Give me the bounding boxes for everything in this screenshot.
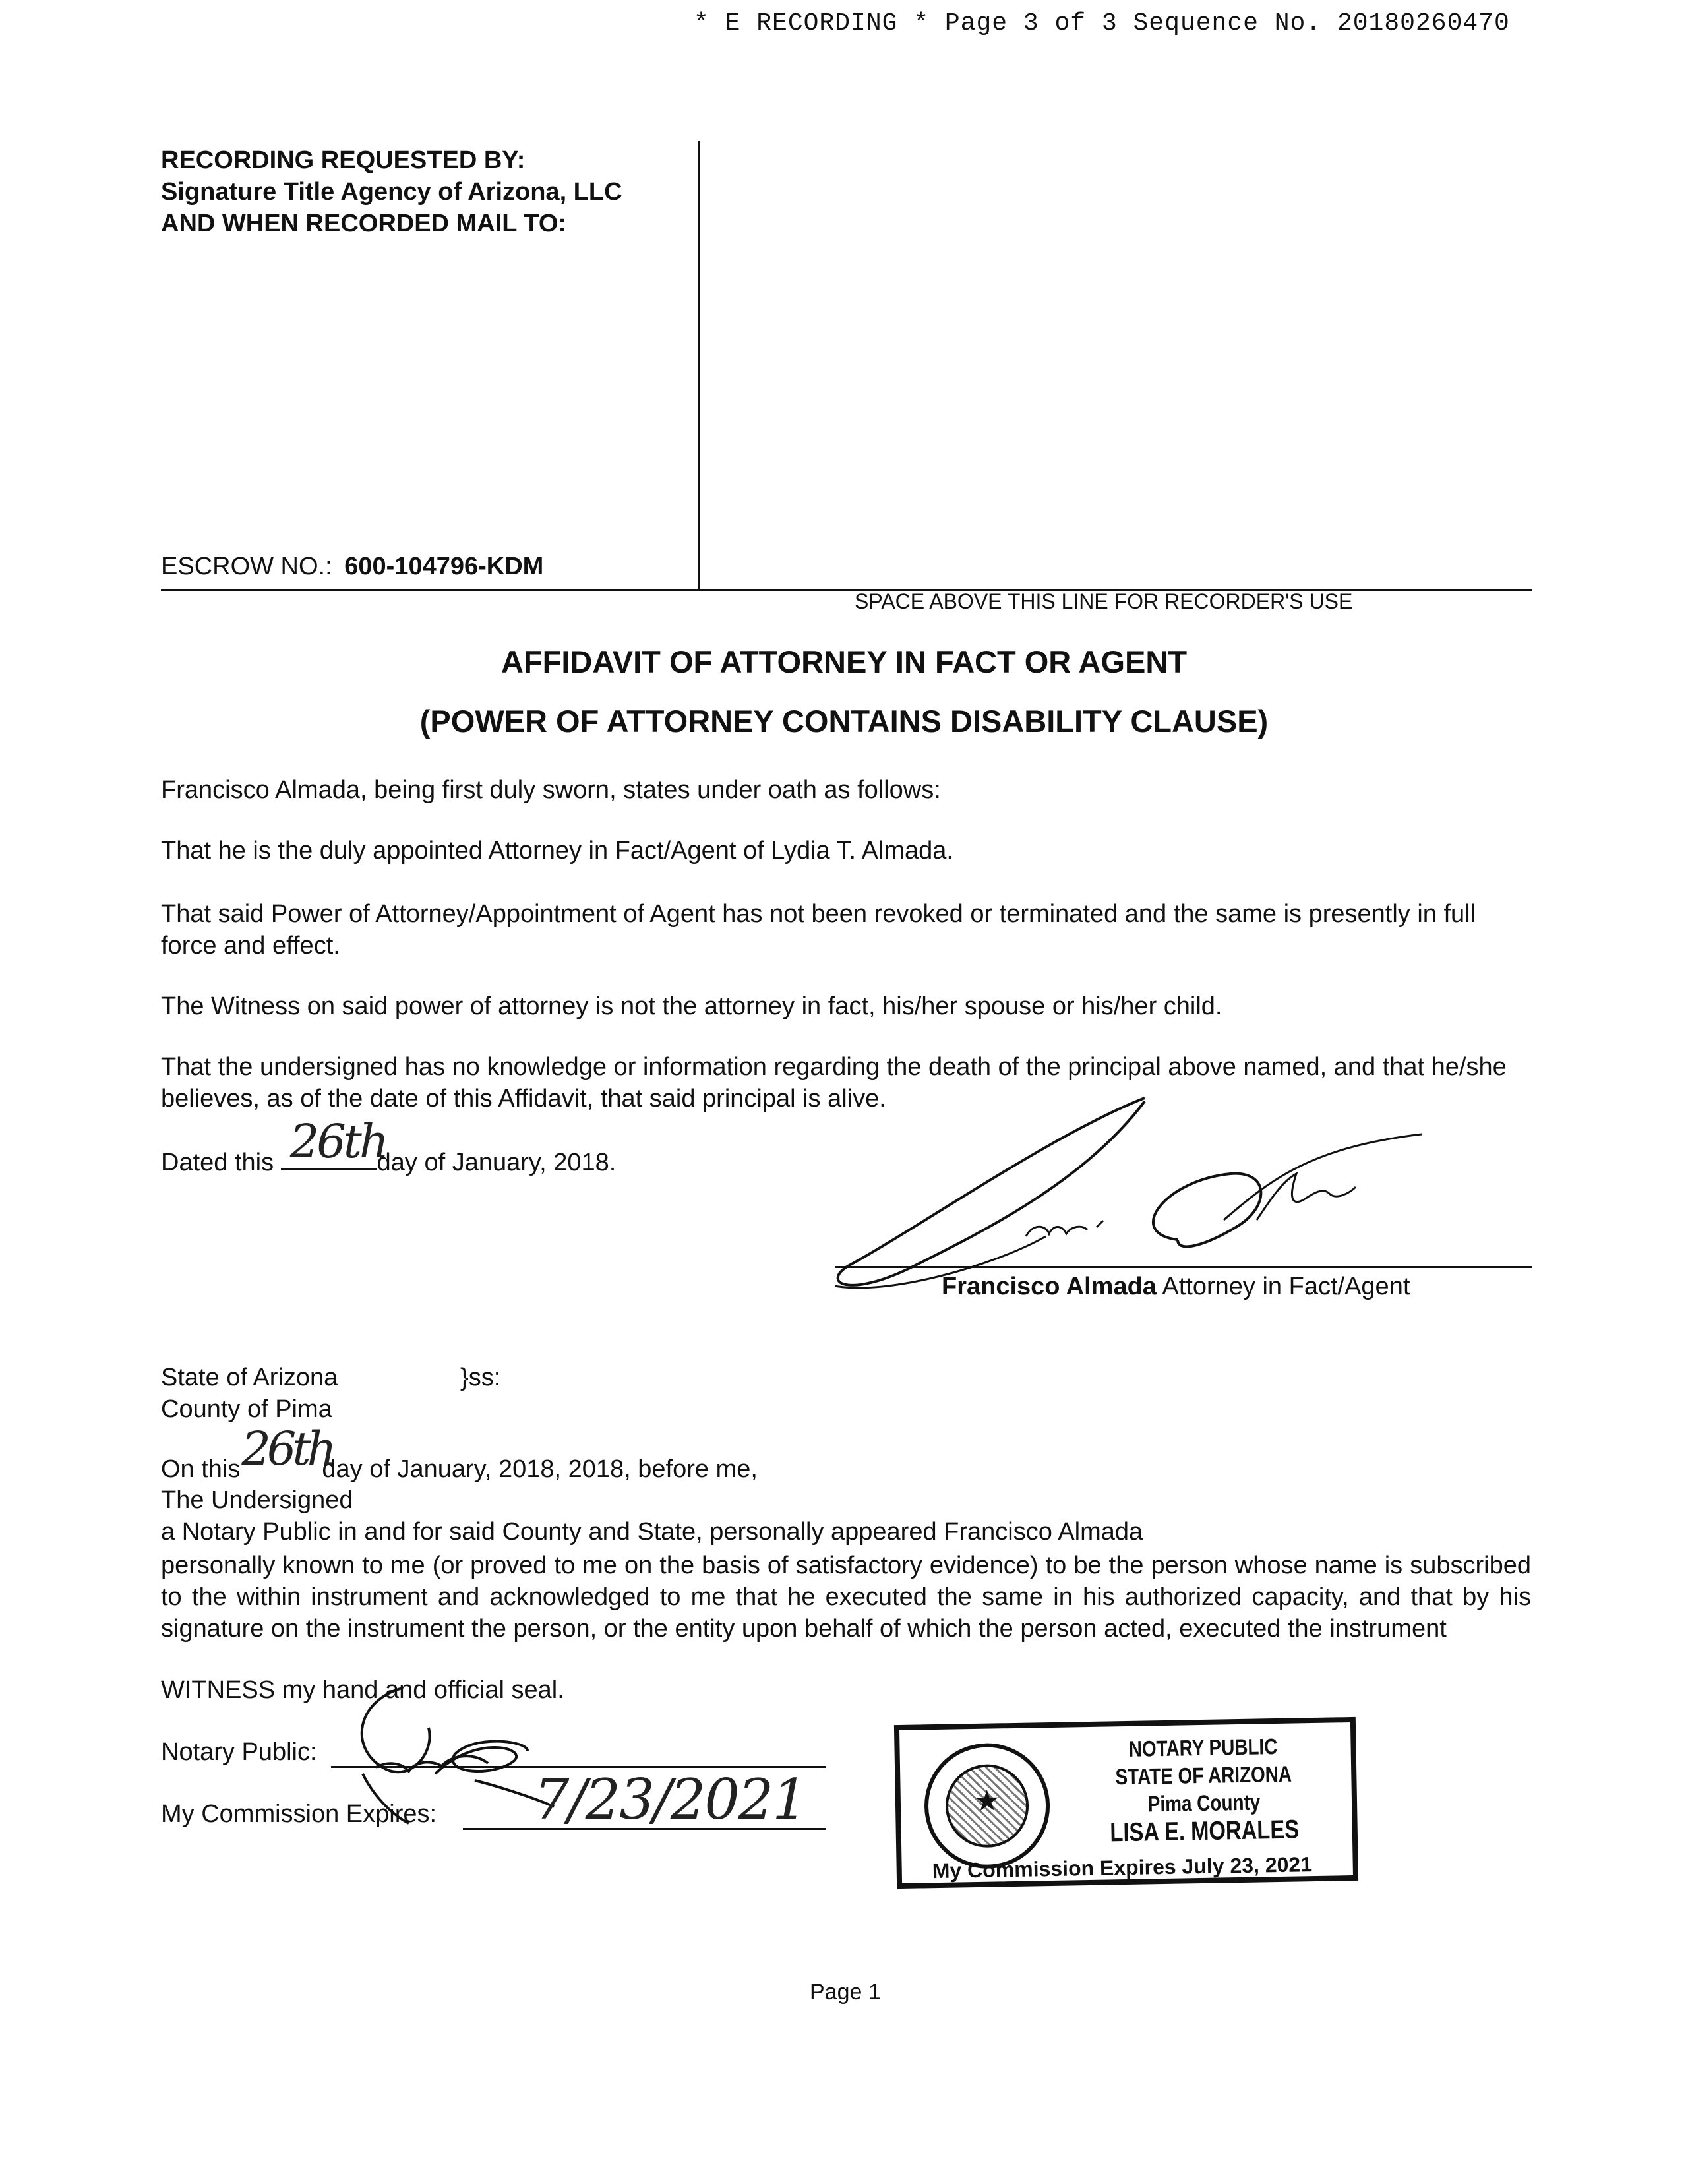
affidavit-paragraph-3: That said Power of Attorney/Appointment of Agent has not been revoked or terminated and the same is presently in full force and effect. — [161, 900, 1476, 959]
notary-seal — [923, 1742, 1050, 1869]
recording-requested-value: Signature Title Agency of Arizona, LLC — [161, 178, 622, 206]
stamp-line-commission: My Commission Expires July 23, 2021 — [932, 1852, 1313, 1883]
venue-ss: }ss: — [460, 1364, 501, 1391]
recording-requested-label: RECORDING REQUESTED BY: — [161, 146, 526, 174]
notary-stamp — [894, 1717, 1358, 1889]
notary-seal-star: ★ — [973, 1784, 1001, 1818]
escrow-value: 600-104796-KDM — [344, 553, 544, 580]
notary-public-label: Notary Public: — [161, 1738, 317, 1766]
recorder-use-note: SPACE ABOVE THIS LINE FOR RECORDER'S USE — [855, 590, 1353, 613]
recorder-box-vertical-divider — [698, 141, 700, 590]
escrow-label: ESCROW NO.: — [161, 553, 332, 580]
mail-to-label: AND WHEN RECORDED MAIL TO: — [161, 210, 567, 237]
document-title-line2: (POWER OF ATTORNEY CONTAINS DISABILITY CLAUSE) — [419, 704, 1269, 739]
dated-line — [161, 1114, 617, 1177]
commission-expires-label: My Commission Expires: — [161, 1800, 437, 1828]
commission-expires-handwritten: 7/23/2021 — [534, 1767, 806, 1832]
undersigned-line: The Undersigned — [161, 1486, 353, 1514]
affidavit-paragraph-1: Francisco Almada, being first duly sworn, states under oath as follows: — [161, 776, 941, 804]
venue-county: County of Pima — [161, 1395, 332, 1423]
document-title-line1: AFFIDAVIT OF ATTORNEY IN FACT OR AGENT — [500, 644, 1188, 679]
affiant-signature-line — [835, 1266, 1532, 1268]
on-this-prefix: On this — [161, 1455, 241, 1483]
dated-suffix: day of January, 2018. — [377, 1149, 617, 1176]
on-this-line — [161, 1422, 758, 1484]
witness-line: WITNESS my hand and official seal. — [161, 1676, 564, 1704]
escrow-number — [161, 553, 543, 581]
notary-appearance-line: a Notary Public in and for said County and State, personally appeared Francisco Almada — [161, 1518, 1143, 1546]
affiant-name: Francisco Almada — [942, 1273, 1157, 1300]
notary-stamp-text — [1089, 1732, 1318, 1847]
on-this-suffix: day of January, 2018, 2018, before me, — [322, 1455, 758, 1483]
dated-day-handwritten: 26th — [289, 1114, 386, 1168]
affiant-name-line — [942, 1273, 1410, 1301]
page-number: Page 1 — [810, 1980, 881, 2005]
stamp-line-county: Pima County — [1147, 1790, 1261, 1817]
e-recording-header: * E RECORDING * Page 3 of 3 Sequence No. 20180260470 — [694, 9, 1510, 38]
dated-prefix: Dated this — [161, 1149, 274, 1176]
dated-day-blank — [281, 1114, 386, 1170]
on-this-day-blank — [240, 1422, 333, 1477]
on-this-day-handwritten: 26th — [241, 1422, 333, 1476]
venue-state: State of Arizona — [161, 1364, 338, 1391]
stamp-line-notary-public: NOTARY PUBLIC — [1128, 1734, 1278, 1762]
affiant-role: Attorney in Fact/Agent — [1162, 1273, 1410, 1300]
stamp-line-state: STATE OF ARIZONA — [1115, 1761, 1292, 1790]
affidavit-paragraph-4: The Witness on said power of attorney is not the attorney in fact, his/her spouse or his/her child. — [161, 992, 1222, 1020]
affidavit-paragraph-2: That he is the duly appointed Attorney in Fact/Agent of Lydia T. Almada. — [161, 837, 953, 864]
affidavit-paragraph-5: That the undersigned has no knowledge or information regarding the death of the principal above named, and that he/she believes, as of the date of this Affidavit, that said principal is alive. — [161, 1053, 1507, 1112]
acknowledgment-paragraph: personally known to me (or proved to me on the basis of satisfactory evidence) to be the person whose name is subscribed to the within instrument and acknowledged to me that he executed the same in his authorized capacity, and that by his signature on the instrument the person, or the entity upon behalf of which the person acted, executed the instrument — [161, 1552, 1531, 1643]
stamp-line-name: LISA E. MORALES — [1110, 1815, 1300, 1848]
